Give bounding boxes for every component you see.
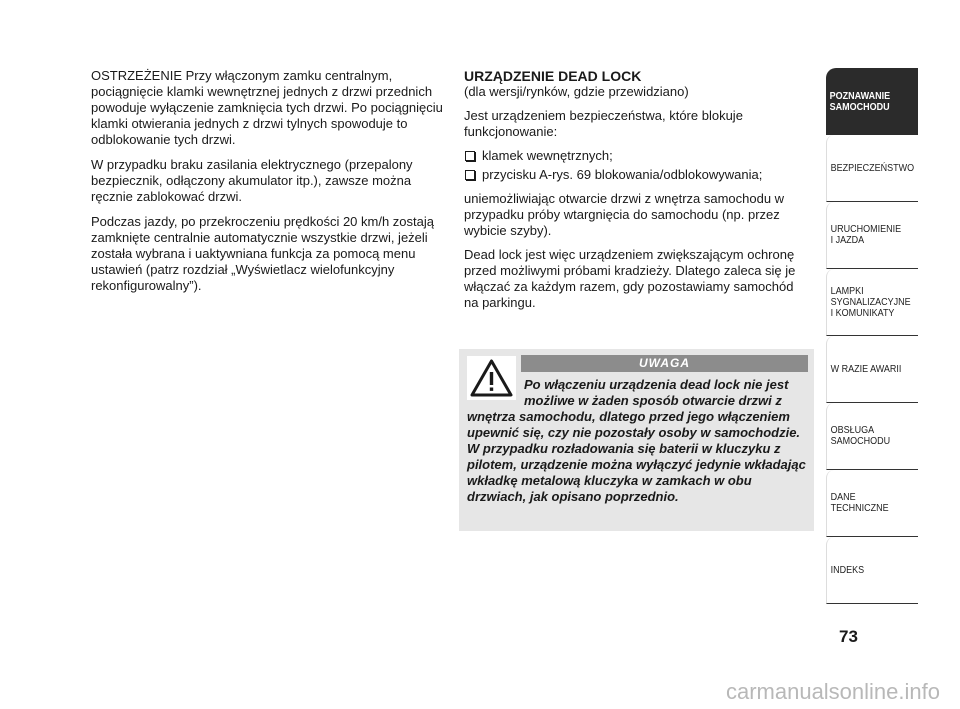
tab-label: BEZPIECZEŃSTWO	[830, 162, 915, 174]
tab-poznawanie-samochodu[interactable]	[826, 68, 918, 135]
tab-label: OBSŁUGA SAMOCHODU	[830, 425, 891, 447]
tab-bezpieczenstwo[interactable]	[826, 135, 918, 202]
warning-box	[459, 349, 814, 531]
tab-dane-techniczne[interactable]	[826, 470, 918, 537]
tab-label: DANE TECHNICZNE	[830, 492, 889, 514]
tab-indeks[interactable]	[826, 537, 918, 604]
warning-text-block	[467, 377, 808, 505]
paragraph-intro: Jest urządzeniem bezpieczeństwa, które blokuje funkcjonowanie:	[464, 108, 743, 139]
tab-label: INDEKS	[830, 564, 865, 576]
tab-label: URUCHOMIENIE I JAZDA	[830, 224, 902, 246]
watermark: carmanualsonline.info	[725, 679, 940, 704]
warning-text: Po włączeniu urządzenia dead lock nie jest możliwe w żaden sposób otwarcie drzwi z wnętrza samochodu, dlatego przed jego włączeniem upewnić się, czy nie pozostały osoby w samochodzie. W przypadku rozładowania się baterii w kluczyku z pilotem, urządzenie można wyłączyć jedynie wkładając wkładkę metalową kluczyka w zamkach w obu drzwiach, jak opisano poprzednio.	[467, 377, 806, 504]
section-heading: URZĄDZENIE DEAD LOCK	[464, 68, 642, 84]
paragraph-after-bullets: uniemożliwiając otwarcie drzwi z wnętrza samochodu w przypadku próby wtargnięcia do samochodu (np. przez wybicie szyby).	[464, 191, 785, 238]
tab-uruchomienie-i-jazda[interactable]	[826, 202, 918, 269]
list-item-text: klamek wewnętrznych;	[482, 148, 613, 163]
tab-label: POZNAWANIE SAMOCHODU	[829, 90, 891, 113]
tab-w-razie-awarii[interactable]	[826, 336, 918, 403]
tab-obsluga-samochodu[interactable]	[826, 403, 918, 470]
paragraph-central-lock-warning: OSTRZEŻENIE Przy włączonym zamku centralnym, pociągnięcie klamki wewnętrznej jednych z drzwi przednich powoduje wyłączenie zamknięcia tych drzwi. Po pociągnięciu klamki otwierania jednych z drzwi tylnych spowoduje to odblokowanie tych drzwi.	[91, 68, 443, 147]
right-column	[464, 68, 809, 319]
list-item	[464, 148, 809, 164]
warning-label: UWAGA	[521, 355, 808, 372]
list-item-text: przycisku A-rys. 69 blokowania/odblokowywania;	[482, 167, 763, 182]
paragraph-closing: Dead lock jest więc urządzeniem zwiększającym ochronę przed możliwymi próbami kradzieży. Dlatego zaleca się je włączać za każdym razem, gdy pozostawiamy samochód na parkingu.	[464, 247, 796, 310]
checkbox-bullet-icon	[465, 170, 475, 180]
bullet-list	[464, 148, 809, 183]
tab-label: W RAZIE AWARII	[830, 363, 902, 375]
list-item	[464, 167, 809, 183]
paragraph-auto-lock: Podczas jazdy, po przekroczeniu prędkości 20 km/h zostają zamknięte centralnie automatycznie wszystkie drzwi, jeżeli została wybrana i uaktywniana funkcja za pomocą menu ustawień (patrz rozdział „Wyświetlacz wielofunkcyjny rekonfigurowalny”).	[91, 214, 434, 293]
section-subheading: (dla wersji/rynków, gdzie przewidziano)	[464, 84, 689, 99]
chapter-tabs	[826, 68, 918, 604]
paragraph-power-failure: W przypadku braku zasilania elektrycznego (przepalony bezpiecznik, odłączony akumulator itp.), zawsze można ręcznie zablokować drzwi.	[91, 157, 413, 204]
page-number: 73	[839, 627, 858, 646]
checkbox-bullet-icon	[465, 151, 475, 161]
tab-label: LAMPKI SYGNALIZACYJNE I KOMUNIKATY	[830, 285, 911, 319]
left-column	[91, 68, 443, 303]
tab-lampki-sygnalizacyjne[interactable]	[826, 269, 918, 336]
